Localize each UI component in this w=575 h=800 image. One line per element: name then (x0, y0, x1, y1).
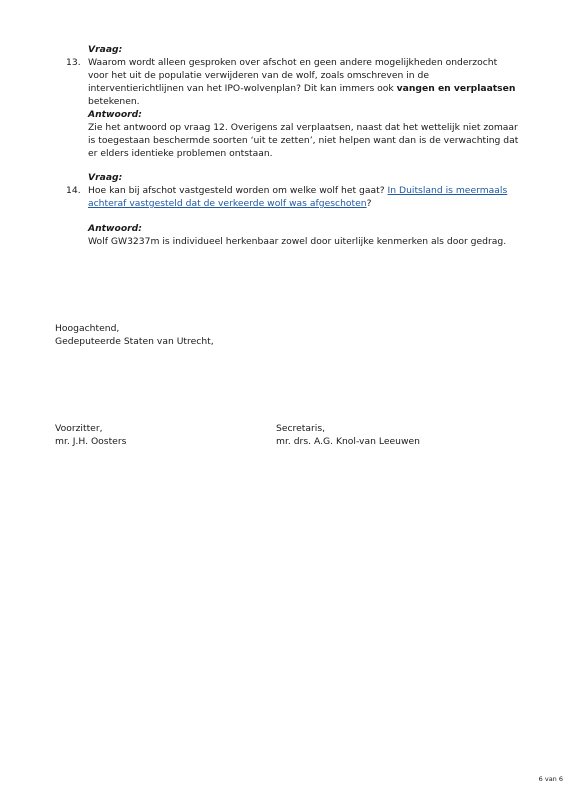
antwoord-label: Antwoord: (88, 109, 142, 120)
page-number: 6 van 6 (538, 775, 563, 783)
vraag-label: Vraag: (88, 44, 123, 55)
vraag-label: Vraag: (88, 172, 123, 183)
question-text-part: Hoe kan bij afschot vastgesteld worden om welke wolf het gaat? (88, 185, 388, 196)
question-text (88, 184, 520, 210)
question-number: 13. (66, 57, 81, 68)
answer-text: Zie het antwoord op vraag 12. Overigens zal verplaatsen, naast dat het wettelijk niet zomaar is toegestaan beschermde soorten ‘uit te zetten’, niet helpen want dan is de verwachting dat er elders identieke problemen ontstaan. (88, 122, 519, 159)
closing-greeting: Hoogachtend, (55, 323, 120, 334)
question-text (88, 56, 520, 108)
question-number: 14. (66, 185, 81, 196)
signature-title: Voorzitter, (55, 423, 103, 434)
question-bold-text: vangen en verplaatsen (396, 83, 516, 94)
question-text-part: Waarom wordt alleen gesproken over afschot en geen andere mogelijkheden onderzocht voor het uit de populatie verwijderen van de wolf, zoals omschreven in de interventierichtlijnen van het IPO-wolvenplan? Dit kan immers ook (88, 57, 498, 94)
closing-sender: Gedeputeerde Staten van Utrecht, (55, 336, 214, 347)
antwoord-label: Antwoord: (88, 223, 142, 234)
answer-13-block (88, 108, 520, 160)
signature-name: mr. drs. A.G. Knol-van Leeuwen (276, 436, 420, 447)
question-text-end: betekenen. (88, 96, 140, 107)
question-13-block (66, 43, 520, 108)
signature-name: mr. J.H. Oosters (55, 436, 127, 447)
question-text-end: ? (366, 198, 372, 209)
answer-text: Wolf GW3237m is individueel herkenbaar zowel door uiterlijke kenmerken als door gedrag. (88, 236, 507, 247)
answer-14-block (88, 222, 520, 248)
closing-block (55, 322, 214, 348)
signature-left (55, 422, 126, 448)
external-link[interactable]: In Duitsland is meermaals achteraf vastgesteld dat de verkeerde wolf was afgeschoten (88, 185, 508, 209)
signature-right (276, 422, 420, 448)
question-14-block (66, 171, 520, 210)
signature-title: Secretaris, (276, 423, 326, 434)
